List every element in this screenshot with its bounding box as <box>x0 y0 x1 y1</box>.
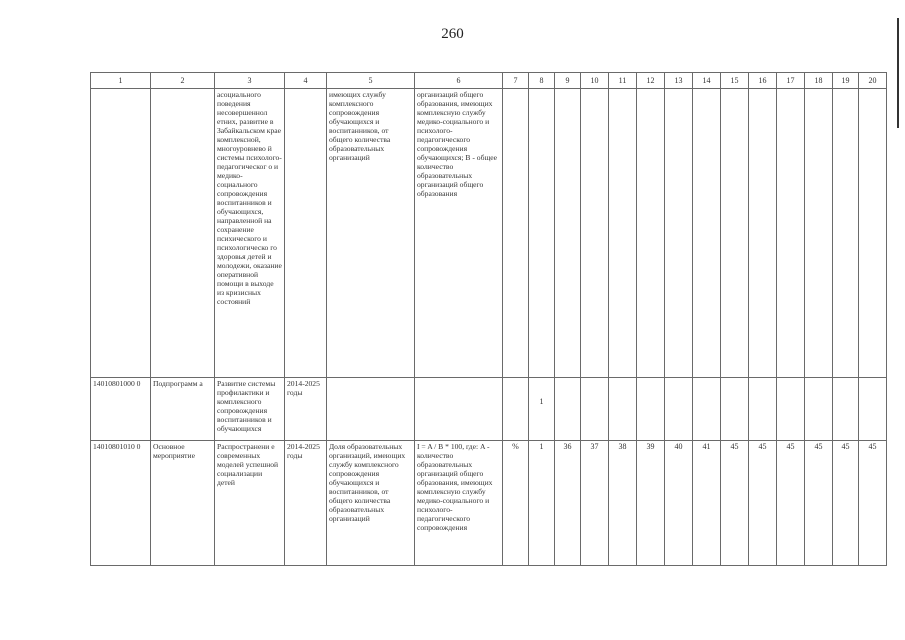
cell-code: 14010801010 0 <box>91 441 151 566</box>
cell-indicator: имеющих службу комплексного сопровождения обучающихся и воспитанников, от общего количества образовательных организаций <box>327 89 415 378</box>
column-header: 18 <box>805 73 833 89</box>
column-header: 15 <box>721 73 749 89</box>
cell-indicator <box>327 378 415 441</box>
header-row <box>91 73 887 89</box>
cell-value <box>749 89 777 378</box>
cell-code <box>91 89 151 378</box>
cell-value: 39 <box>637 441 665 566</box>
column-header: 3 <box>215 73 285 89</box>
column-header: 4 <box>285 73 327 89</box>
cell-value <box>693 89 721 378</box>
cell-type <box>151 89 215 378</box>
cell-value: 1 <box>529 441 555 566</box>
cell-value <box>859 89 887 378</box>
column-header: 1 <box>91 73 151 89</box>
cell-value <box>529 378 555 441</box>
column-header: 10 <box>581 73 609 89</box>
cell-value <box>637 378 665 441</box>
cell-value: 45 <box>721 441 749 566</box>
column-header: 17 <box>777 73 805 89</box>
column-header: 14 <box>693 73 721 89</box>
cell-name: Развитие системы профилактики и комплексного сопровождения воспитанников и обучающихся <box>215 378 285 441</box>
cell-value <box>833 89 859 378</box>
column-header: 6 <box>415 73 503 89</box>
cell-value: 36 <box>555 441 581 566</box>
page-number: 260 <box>441 26 464 42</box>
table-row <box>91 441 887 566</box>
cell-value <box>693 378 721 441</box>
cell-value <box>665 378 693 441</box>
cell-period <box>285 89 327 378</box>
cell-value: 40 <box>665 441 693 566</box>
column-header: 7 <box>503 73 529 89</box>
cell-value <box>581 89 609 378</box>
cell-unit: % <box>503 441 529 566</box>
cell-formula <box>415 378 503 441</box>
column-header: 11 <box>609 73 637 89</box>
cell-period: 2014-2025 годы <box>285 441 327 566</box>
column-header: 12 <box>637 73 665 89</box>
cell-value: 45 <box>833 441 859 566</box>
cell-value <box>805 378 833 441</box>
cell-value: 38 <box>609 441 637 566</box>
cell-code: 14010801000 0 <box>91 378 151 441</box>
cell-type: Подпрограмм а <box>151 378 215 441</box>
cell-formula: организаций общего образования, имеющих комплексную службу медико-социального и психолого-педагогического сопровождения обучающихся; B - общее количество образовательных организаций общего образования <box>415 89 503 378</box>
cell-value <box>555 89 581 378</box>
cell-name: асоциального поведения несовершеннол етних, развитие в Забайкальском крае комплексной, многоуровнево й системы психолого-педагогическог о и медико-социального сопровождения воспитанников и обучающихся, направленной на сохранение психического и психологическо го здоровья детей и молодежи, оказание оперативной помощи в выходе из кризисных состояний <box>215 89 285 378</box>
cell-unit <box>503 89 529 378</box>
cell-value <box>749 378 777 441</box>
cell-unit <box>503 378 529 441</box>
column-header: 13 <box>665 73 693 89</box>
cell-value <box>777 378 805 441</box>
cell-value: 45 <box>777 441 805 566</box>
column-header: 19 <box>833 73 859 89</box>
cell-value: 41 <box>693 441 721 566</box>
cell-value <box>721 89 749 378</box>
cell-name: Распространени е современных моделей успешной социализации детей <box>215 441 285 566</box>
cell-value <box>859 378 887 441</box>
column-header: 9 <box>555 73 581 89</box>
column-header: 16 <box>749 73 777 89</box>
cell-value <box>637 89 665 378</box>
cell-value: 45 <box>859 441 887 566</box>
cell-value <box>805 89 833 378</box>
cell-value <box>609 378 637 441</box>
column-header: 20 <box>859 73 887 89</box>
scan-edge-mark <box>897 18 899 128</box>
cell-value <box>721 378 749 441</box>
cell-type: Основное мероприятие <box>151 441 215 566</box>
cell-value <box>555 378 581 441</box>
cell-indicator: Доля образовательных организаций, имеющих службу комплексного сопровождения обучающихся и воспитанников, от общего количества образовательных организаций <box>327 441 415 566</box>
cell-value <box>665 89 693 378</box>
cell-period: 2014-2025 годы <box>285 378 327 441</box>
cell-value: 45 <box>749 441 777 566</box>
cell-value-text: 1 <box>539 397 544 406</box>
column-header: 8 <box>529 73 555 89</box>
cell-value <box>581 378 609 441</box>
cell-value <box>833 378 859 441</box>
column-header: 2 <box>151 73 215 89</box>
cell-value: 37 <box>581 441 609 566</box>
cell-value: 45 <box>805 441 833 566</box>
cell-value <box>777 89 805 378</box>
cell-formula: I = A / B * 100, где: A - количество образовательных организаций общего образования, имеющих комплексную службу медико-социального и психолого-педагогического сопровождения <box>415 441 503 566</box>
cell-value <box>609 89 637 378</box>
table-row <box>91 378 887 441</box>
column-header: 5 <box>327 73 415 89</box>
table-row <box>91 89 887 378</box>
cell-value <box>529 89 555 378</box>
program-table <box>90 72 887 566</box>
